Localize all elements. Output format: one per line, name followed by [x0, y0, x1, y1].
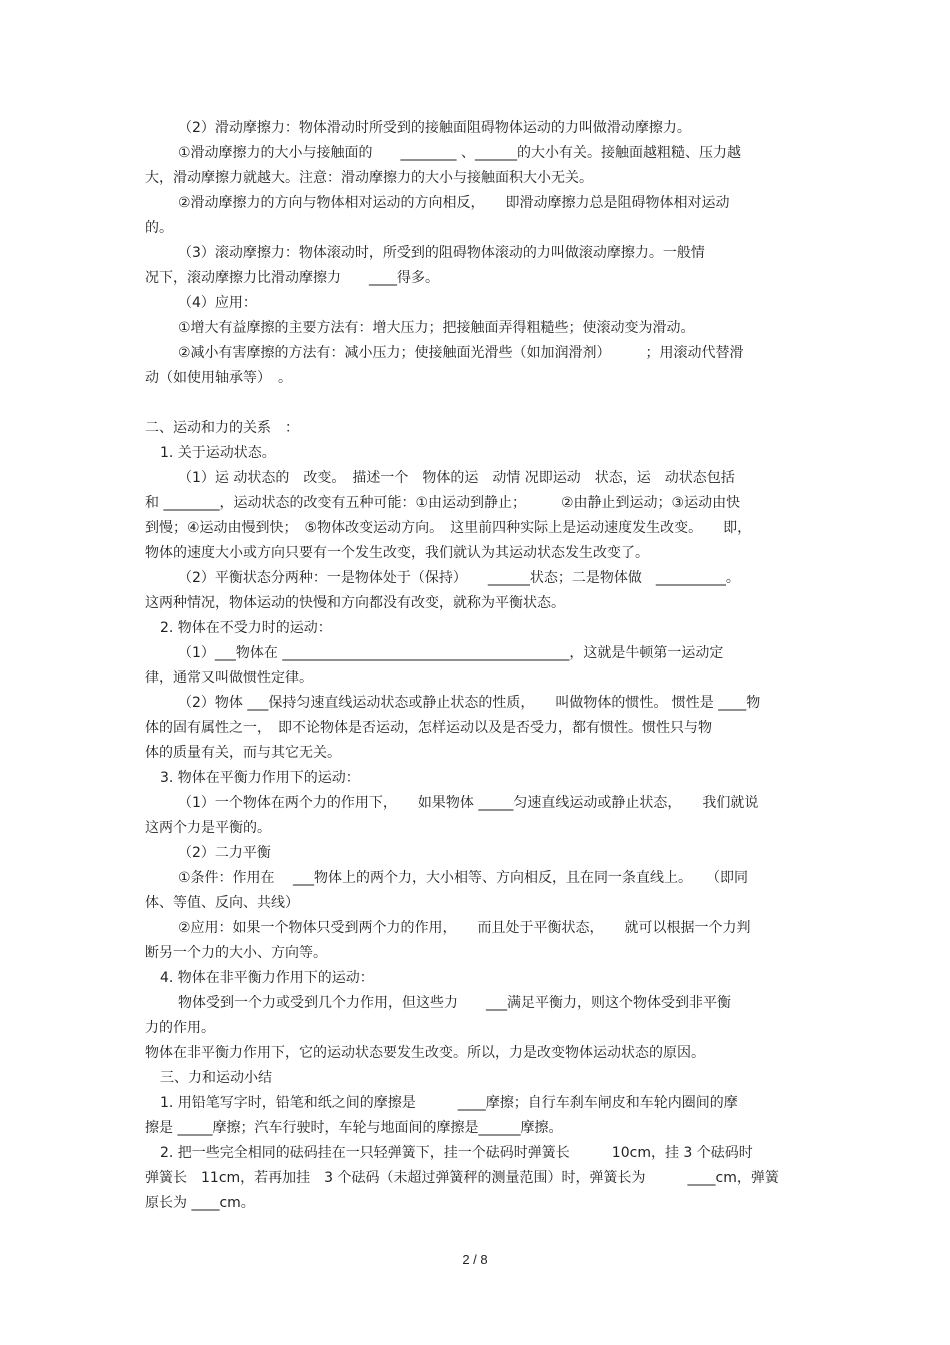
- text-line: ②滑动摩擦力的方向与物体相对运动的方向相反， 即滑动摩擦力总是阻碍物体相对运动: [178, 195, 730, 211]
- text-line: 体、等值、反向、共线）: [145, 895, 299, 911]
- text-line: 到慢；④运动由慢到快； ⑤物体改变运动方向。 这里前四种实际上是运动速度发生改变。 即，: [145, 520, 752, 536]
- subsection-heading: 4. 物体在非平衡力作用下的运动：: [160, 970, 374, 986]
- text-line: 体的质量有关，而与其它无关。: [145, 745, 341, 761]
- text-line: ①增大有益摩擦的主要方法有：增大压力；把接触面弄得粗糙些；使滚动变为滑动。: [178, 320, 695, 336]
- text-line: 律，通常又叫做惯性定律。: [145, 670, 313, 686]
- subsection-heading: 3. 物体在平衡力作用下的运动：: [160, 770, 360, 786]
- text-line: （3）滚动摩擦力：物体滚动时，所受到的阻碍物体滚动的力叫做滚动摩擦力。一般情: [178, 245, 705, 261]
- text-line: ②减小有害摩擦的方法有：减小压力；使接触面光滑些（如加润滑剂） ；用滚动代替滑: [178, 345, 744, 361]
- subsection-heading: 1. 关于运动状态。: [160, 445, 276, 461]
- text-line: （2）二力平衡: [178, 845, 271, 861]
- text-line: ①条件：作用在 ___物体上的两个力，大小相等、方向相反，且在同一条直线上。 （即同: [178, 870, 748, 886]
- text-line: 断另一个力的大小、方向等。: [145, 945, 327, 961]
- text-line: （1）一个物体在两个力的作用下， 如果物体 _____匀速直线运动或静止状态， 我们就说: [178, 795, 759, 811]
- section-heading: 三、力和运动小结: [160, 1070, 272, 1086]
- text-line: 力的作用。: [145, 1020, 215, 1036]
- question-line: 1. 用铅笔写字时，铅笔和纸之间的摩擦是 ____摩擦；自行车刹车闸皮和车轮内圈间的摩: [160, 1095, 738, 1111]
- text-line: （4）应用：: [178, 295, 257, 311]
- text-line: 的。: [145, 220, 173, 236]
- section-heading: 二、运动和力的关系 ：: [145, 420, 299, 436]
- question-line: 原长为 ____cm。: [145, 1195, 255, 1211]
- question-line: 擦是 _____摩擦；汽车行驶时，车轮与地面间的摩擦是______摩擦。: [145, 1120, 563, 1136]
- text-line: 和 ________，运动状态的改变有五种可能：①由运动到静止； ②由静止到运动；③运动由快: [145, 495, 741, 511]
- text-line: 这两个力是平衡的。: [145, 820, 271, 836]
- text-line: （1）运 动状态的 改变。 描述一个 物体的运 动情 况即运动 状态，运 动状态包括: [178, 470, 735, 486]
- subsection-heading: 2. 物体在不受力时的运动：: [160, 620, 332, 636]
- question-line: 2. 把一些完全相同的砝码挂在一只轻弹簧下，挂一个砝码时弹簧长 10cm，挂 3 个砝码时: [160, 1145, 753, 1161]
- text-line: 动（如使用轴承等） 。: [145, 370, 292, 386]
- text-line: （2）平衡状态分两种：一是物体处于（保持） ______状态；二是物体做 __________。: [178, 570, 740, 586]
- text-line: 物体的速度大小或方向只要有一个发生改变，我们就认为其运动状态发生改变了。: [145, 545, 649, 561]
- text-line: （2）物体 ___保持匀速直线运动状态或静止状态的性质， 叫做物体的惯性。 惯性是 ____物: [178, 695, 761, 711]
- text-line: ②应用：如果一个物体只受到两个力的作用， 而且处于平衡状态， 就可以根据一个力判: [178, 920, 751, 936]
- text-line: （1）___物体在 _________________________________________，这就是牛顿第一运动定: [178, 645, 724, 661]
- text-line: 大，滑动摩擦力就越大。注意：滑动摩擦力的大小与接触面积大小无关。: [145, 170, 593, 186]
- text-line: 物体受到一个力或受到几个力作用，但这些力 ___满足平衡力，则这个物体受到非平衡: [178, 995, 731, 1011]
- text-line: 体的固有属性之一， 即不论物体是否运动，怎样运动以及是否受力，都有惯性。惯性只与物: [145, 720, 712, 736]
- text-line: 物体在非平衡力作用下，它的运动状态要发生改变。所以，力是改变物体运动状态的原因。: [145, 1045, 705, 1061]
- question-line: 弹簧长 11cm，若再加挂 3 个砝码（未超过弹簧秤的测量范围）时，弹簧长为 ____cm，弹簧: [145, 1170, 779, 1186]
- text-line: 这两种情况，物体运动的快慢和方向都没有改变，就称为平衡状态。: [145, 595, 565, 611]
- text-line: ①滑动摩擦力的大小与接触面的 ________ 、______的大小有关。接触面越粗糙、压力越: [178, 145, 741, 161]
- text-line: （2）滑动摩擦力：物体滑动时所受到的接触面阻碍物体运动的力叫做滑动摩擦力。: [178, 120, 691, 136]
- page-number: 2 / 8: [462, 1252, 488, 1267]
- text-line: 况下，滚动摩擦力比滑动摩擦力 ____得多。: [145, 270, 439, 286]
